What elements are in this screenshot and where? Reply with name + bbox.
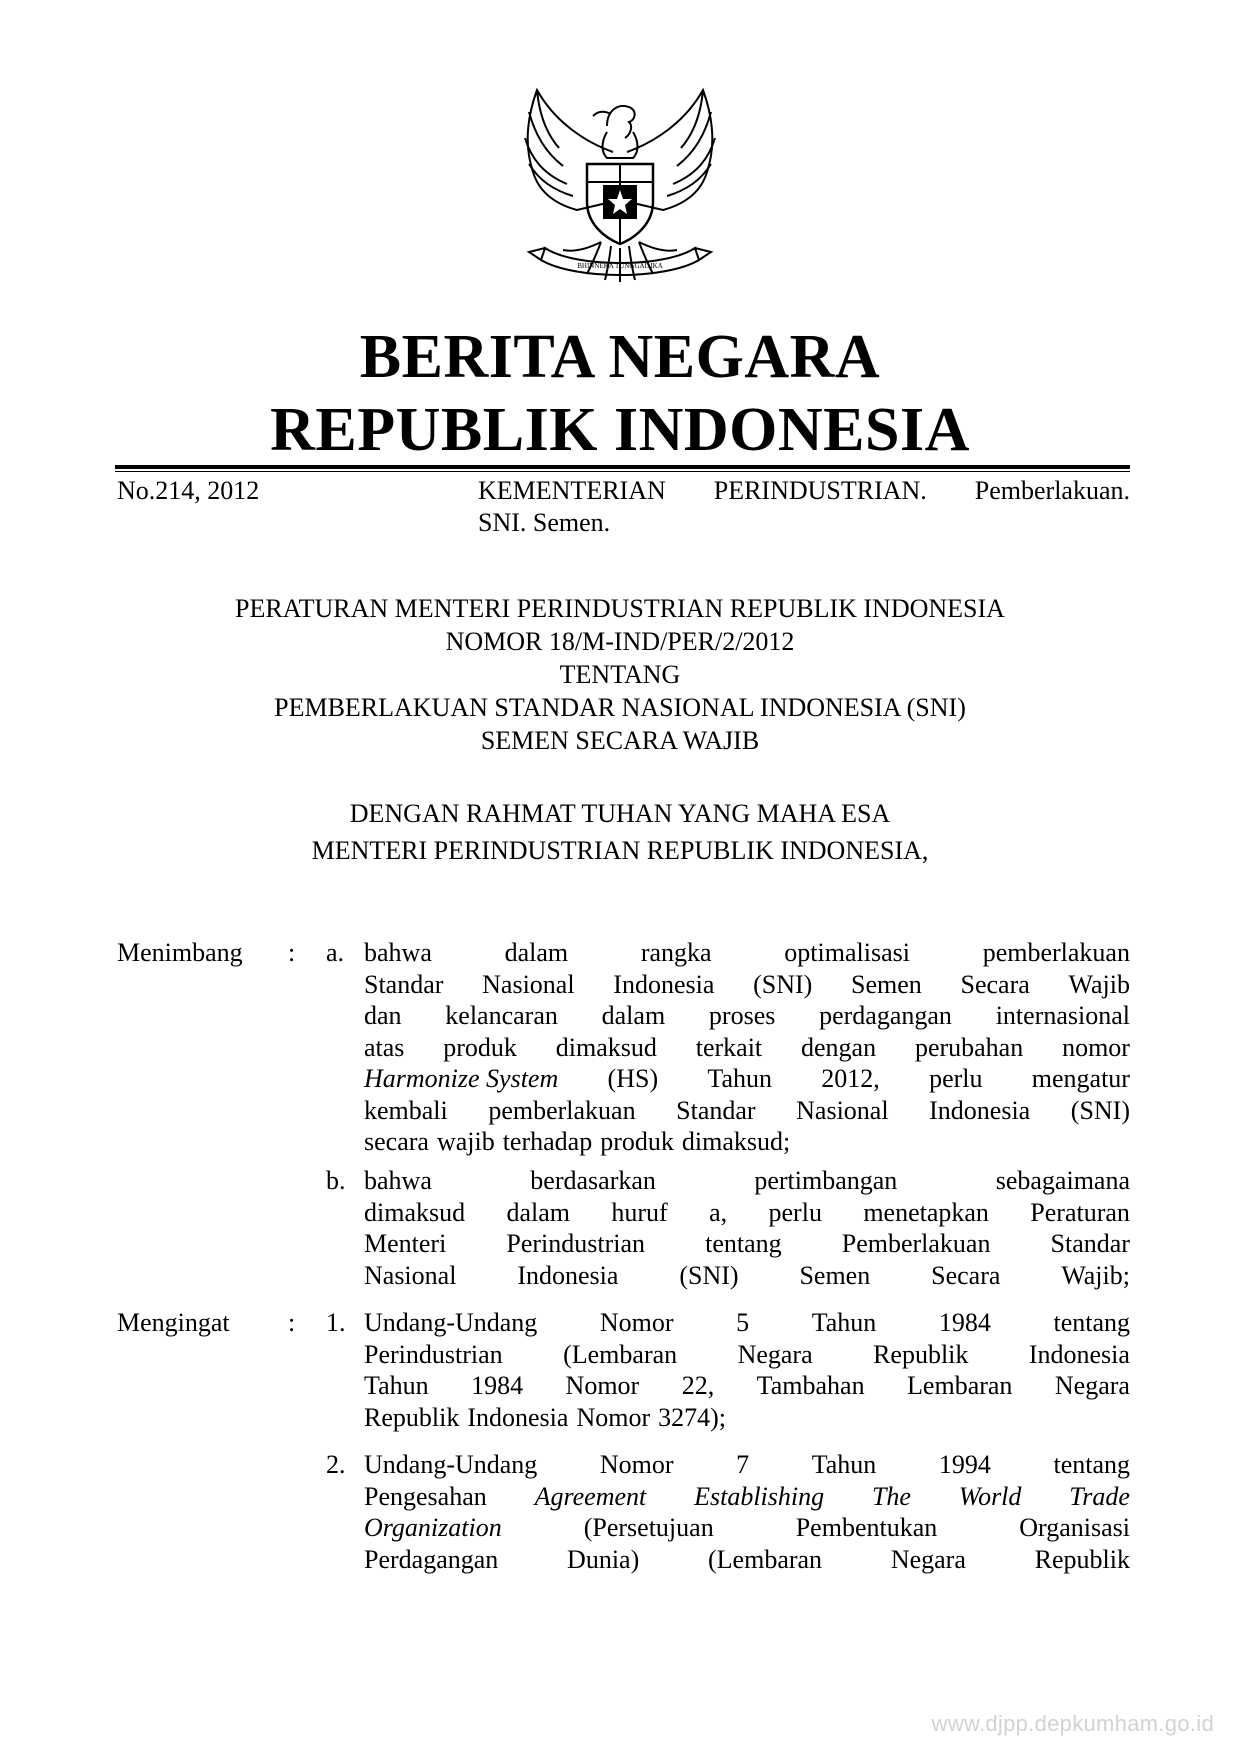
word: dalam: [506, 1197, 571, 1227]
word: berdasarkan: [530, 1166, 656, 1195]
word: Negara: [1054, 1371, 1130, 1400]
word: Organisasi: [1019, 1513, 1130, 1542]
masthead-line-1: BERITA NEGARA: [359, 323, 881, 391]
word: internasional: [995, 1001, 1130, 1030]
word: huruf: [611, 1197, 668, 1227]
word: a,: [709, 1197, 728, 1227]
word: Standar: [676, 1095, 756, 1125]
text-line: [364, 1000, 1130, 1032]
word: mengatur: [1031, 1064, 1130, 1093]
text-line: [364, 1260, 1130, 1292]
word: (Lembaran: [708, 1544, 823, 1574]
word: Standar: [364, 969, 444, 999]
word: atas: [364, 1032, 405, 1062]
word: Wajib;: [1061, 1260, 1130, 1290]
word: Indonesia: [517, 1260, 619, 1290]
word: 3274);: [658, 1402, 726, 1432]
word: Nomor: [565, 1371, 640, 1400]
word: secara: [364, 1127, 429, 1156]
word: Tahun: [811, 1308, 877, 1337]
title-line: SEMEN SECARA WAJIB: [480, 726, 760, 755]
text-line: [364, 1481, 1130, 1513]
word: Wajib: [1068, 969, 1130, 999]
menimbang-item-marker: b.: [326, 1166, 346, 1195]
word: Tahun: [364, 1371, 429, 1400]
word: Indonesia: [613, 969, 715, 999]
word: nomor: [1062, 1032, 1130, 1062]
word: Lembaran: [907, 1371, 1013, 1400]
masthead-rule-thick: [115, 465, 1130, 469]
word: Harmonize System: [364, 1064, 559, 1093]
word: Negara: [737, 1339, 813, 1369]
text-line: [364, 1197, 1130, 1229]
mengingat-item-2: [364, 1449, 1130, 1575]
word: Pembentukan: [795, 1513, 938, 1542]
garuda-emblem: [515, 82, 725, 304]
word: Nomor: [576, 1402, 651, 1432]
menimbang-item-marker: a.: [326, 938, 345, 967]
word: (HS): [607, 1064, 659, 1093]
word: (Lembaran: [563, 1339, 678, 1369]
word: pemberlakuan: [488, 1095, 636, 1125]
mengingat-item-marker: 2.: [326, 1450, 346, 1479]
word: optimalisasi: [784, 938, 910, 967]
text-line: [364, 1126, 1130, 1158]
word: kelancaran: [445, 1001, 558, 1030]
word: 22,: [681, 1371, 715, 1400]
issue-number: No.214, 2012: [117, 476, 260, 505]
word: dalam: [504, 938, 569, 967]
masthead-line-2: REPUBLIK INDONESIA: [270, 396, 970, 464]
word: Semen: [851, 969, 922, 999]
menimbang-colon: :: [288, 938, 296, 967]
word: 7: [736, 1450, 750, 1479]
title-line: NOMOR 18/M-IND/PER/2/2012: [445, 627, 795, 656]
word: Nomor: [599, 1450, 674, 1479]
word: Negara: [890, 1544, 966, 1574]
word: sebagaimana: [995, 1166, 1130, 1195]
menimbang-item-b: [364, 1165, 1130, 1291]
word: 1994: [938, 1450, 991, 1479]
word: tentang: [1053, 1308, 1130, 1337]
word: Tahun: [707, 1064, 772, 1093]
word: menetapkan: [863, 1197, 989, 1227]
word: Nasional: [482, 969, 575, 999]
word: produk: [443, 1032, 517, 1062]
menimbang-item-a: [364, 937, 1130, 1158]
mengingat-label: Mengingat: [117, 1308, 230, 1337]
word: perlu: [929, 1064, 983, 1093]
title-line: PERATURAN MENTERI PERINDUSTRIAN REPUBLIK INDONESIA: [235, 594, 1005, 623]
word: perlu: [768, 1197, 822, 1227]
word: Semen: [799, 1260, 871, 1290]
word: Nomor: [599, 1308, 674, 1337]
menimbang-label: Menimbang: [117, 938, 243, 967]
word: Perindustrian: [364, 1339, 503, 1369]
regulation-title: [0, 592, 1240, 757]
text-line: [364, 1544, 1130, 1576]
word: Trade: [1069, 1481, 1130, 1511]
text-line: [364, 1449, 1130, 1481]
word: terhadap: [502, 1127, 593, 1156]
word: Tambahan: [756, 1371, 865, 1400]
word: rangka: [640, 938, 712, 967]
word: kembali: [364, 1095, 448, 1125]
word: Undang-Undang: [364, 1450, 538, 1479]
word: Menteri: [364, 1229, 447, 1258]
word: produk: [600, 1127, 674, 1156]
word: Republik: [873, 1339, 969, 1369]
word: Secara: [960, 969, 1030, 999]
word: perubahan: [914, 1032, 1024, 1062]
word: terkait: [695, 1032, 763, 1062]
word: Standar: [1050, 1229, 1130, 1258]
word: perdagangan: [819, 1001, 952, 1030]
word: (SNI): [753, 969, 813, 999]
word: (SNI): [1070, 1095, 1130, 1125]
mengingat-colon: :: [288, 1308, 296, 1337]
issue-subject-line: SNI. Semen.: [478, 508, 611, 537]
word: dalam: [601, 1001, 666, 1030]
word: (Persetujuan: [583, 1513, 714, 1542]
word: dimaksud;: [681, 1127, 791, 1156]
text-line: [364, 969, 1130, 1001]
word: The: [871, 1481, 911, 1511]
word: Nasional: [364, 1260, 457, 1290]
text-line: [364, 1307, 1130, 1339]
masthead-rule-thin: [115, 471, 1130, 472]
word: Establishing: [694, 1481, 825, 1511]
word: Dunia): [567, 1544, 640, 1574]
word: 5: [736, 1308, 750, 1337]
text-line: [364, 1063, 1130, 1095]
word: Republik: [364, 1402, 460, 1432]
text-line: [364, 1370, 1130, 1402]
word: Indonesia: [1028, 1339, 1130, 1369]
word: Indonesia: [929, 1095, 1031, 1125]
word: 1984: [938, 1308, 991, 1337]
word: Secara: [931, 1260, 1001, 1290]
word: wajib: [436, 1127, 495, 1156]
text-line: [364, 1095, 1130, 1127]
word: Perindustrian: [506, 1229, 646, 1258]
word: Republik: [1034, 1544, 1130, 1574]
word: Organization: [364, 1513, 502, 1542]
mengingat-item-marker: 1.: [326, 1308, 346, 1337]
preamble: [0, 795, 1240, 869]
mengingat-item-1: [364, 1307, 1130, 1433]
issue-ministry-line: KEMENTERIAN PERINDUSTRIAN. Pemberlakuan.: [478, 476, 1130, 505]
word: (SNI): [679, 1260, 739, 1290]
word: bahwa: [364, 1166, 432, 1195]
watermark: www.djpp.depkumham.go.id: [931, 1711, 1214, 1736]
word: Pemberlakuan: [841, 1229, 991, 1258]
word: Indonesia: [467, 1402, 569, 1432]
preamble-line: MENTERI PERINDUSTRIAN REPUBLIK INDONESIA,: [311, 836, 929, 865]
word: bahwa: [364, 938, 432, 967]
title-line: PEMBERLAKUAN STANDAR NASIONAL INDONESIA (SNI): [274, 693, 966, 722]
text-line: [364, 1165, 1130, 1197]
title-line: TENTANG: [559, 660, 681, 689]
word: 2012,: [821, 1064, 880, 1093]
word: Pengesahan: [364, 1481, 487, 1511]
text-line: [364, 1032, 1130, 1064]
word: 1984: [471, 1371, 524, 1400]
word: Undang-Undang: [364, 1308, 538, 1337]
word: Agreement: [534, 1481, 647, 1511]
text-line: [364, 1512, 1130, 1544]
emblem-motto: BHINNEKA TUNGGAL IKA: [577, 262, 663, 270]
text-line: [364, 1228, 1130, 1260]
word: Peraturan: [1030, 1197, 1130, 1227]
word: dengan: [801, 1032, 877, 1062]
word: dan: [364, 1001, 402, 1030]
word: proses: [708, 1001, 776, 1030]
text-line: [364, 1402, 1130, 1434]
word: tentang: [705, 1229, 782, 1258]
word: Nasional: [796, 1095, 889, 1125]
word: Tahun: [811, 1450, 877, 1479]
text-line: [364, 1339, 1130, 1371]
word: World: [958, 1481, 1022, 1511]
text-line: [364, 937, 1130, 969]
preamble-line: DENGAN RAHMAT TUHAN YANG MAHA ESA: [349, 799, 891, 828]
word: dimaksud: [555, 1032, 657, 1062]
word: Perdagangan: [364, 1544, 499, 1574]
word: pertimbangan: [754, 1166, 898, 1195]
word: pemberlakuan: [982, 938, 1130, 967]
word: dimaksud: [364, 1197, 466, 1227]
word: tentang: [1053, 1450, 1130, 1479]
